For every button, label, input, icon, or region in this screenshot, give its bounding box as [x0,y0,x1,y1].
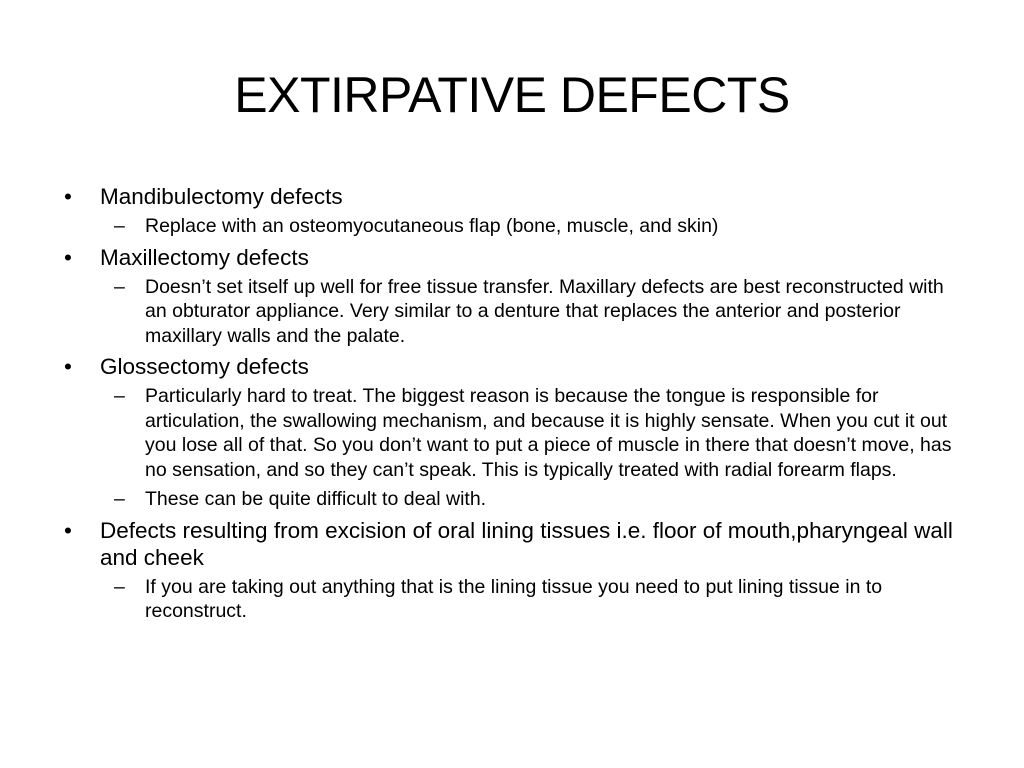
bullet-marker: • [64,184,72,209]
sub-marker: – [114,488,125,510]
sub-item-text: Replace with an osteomyocutaneous flap (bone, muscle, and skin) [145,215,719,237]
sub-marker: – [114,275,125,298]
bullet-text: Glossectomy defects [100,354,309,379]
bullet-text: Mandibulectomy defects [100,184,343,209]
sub-item-text: Particularly hard to treat. The biggest reason is because the tongue is responsible for articulation, the swallowing mechanism, and because it is highly sensate. When you cut it out you lose all of that. So you don’t want to put a piece of muscle in there that doesn’t move, has no sensation, and so they can’t speak. This is typically treated with radial forearm flaps. [145,385,952,481]
sub-marker: – [114,215,125,237]
bullet-marker: • [64,354,72,379]
sub-item [100,275,958,349]
sub-item [100,384,958,482]
sub-list [100,384,958,512]
sub-item-text: These can be quite difficult to deal with. [145,488,487,510]
bullet-list [58,183,958,629]
sub-item-text: Doesn’t set itself up well for free tissue transfer. Maxillary defects are best reconstructed with an obturator appliance. Very similar to a denture that replaces the anterior and posterior maxillary walls and the palate. [145,275,944,347]
bullet-text: Defects resulting from excision of oral lining tissues i.e. floor of mouth,pharyngeal wall and cheek [100,517,953,570]
bullet-item-mandibulectomy [58,183,958,239]
sub-list [100,275,958,349]
bullet-item-maxillectomy [58,244,958,349]
sub-item [100,214,958,239]
bullet-item-glossectomy [58,353,958,512]
bullet-item-oral-lining [58,517,958,624]
sub-item [100,575,958,624]
sub-marker: – [114,385,125,407]
bullet-text: Maxillectomy defects [100,244,309,270]
bullet-marker: • [64,244,72,270]
sub-list [100,575,958,624]
slide-title: EXTIRPATIVE DEFECTS [234,67,790,123]
sub-marker: – [114,575,125,598]
sub-item-text: If you are taking out anything that is the lining tissue you need to put lining tissue in to reconstruct. [145,575,883,622]
bullet-marker: • [64,517,72,543]
sub-list [100,214,958,239]
sub-item [100,487,958,512]
